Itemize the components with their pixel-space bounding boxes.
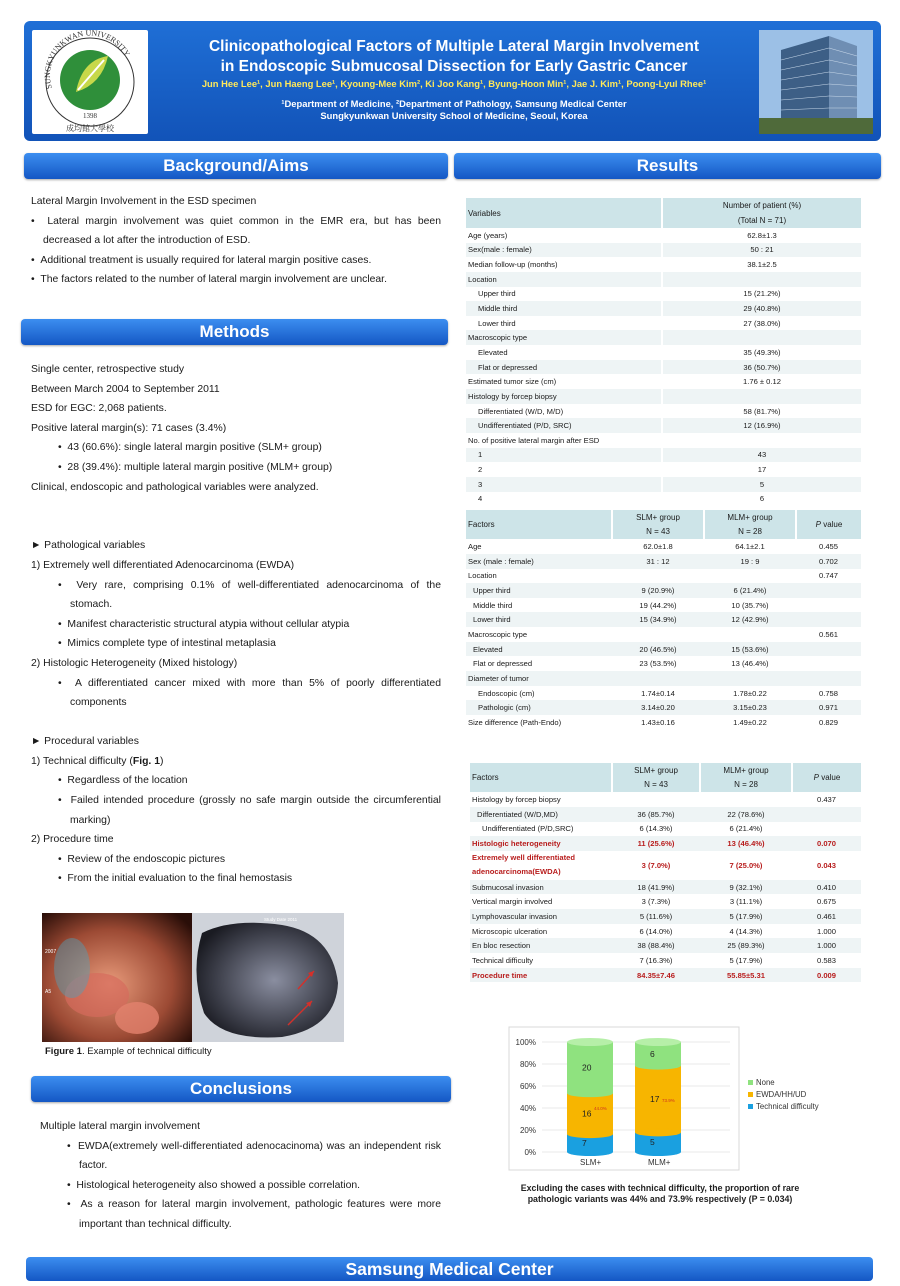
background-text: [31, 192, 441, 290]
table2-row-slm: 19 (44.2%): [639, 600, 677, 610]
table3-row-p: 0.583: [816, 955, 836, 965]
chart-frame: [509, 1027, 739, 1170]
chart-category-label: SLM+: [580, 1158, 602, 1167]
table2-header-mlm: MLM+ group: [704, 510, 796, 525]
logo-text: SUNGKYUNKWAN UNIVERSITY: [42, 30, 132, 90]
slm-mlm-pathology-table: [470, 763, 861, 982]
table2-header-slm-n: N = 43: [612, 525, 704, 540]
table1-row-value: [662, 433, 861, 448]
university-logo: [32, 30, 148, 134]
table2-row-slm: 9 (20.9%): [612, 583, 704, 598]
table1-row-label: 2: [466, 462, 662, 477]
conclusions-bullet-1: • EWDA(extremely well-differentiated adenocacinoma) was an independent risk factor.: [67, 1140, 441, 1172]
chart-legend-swatch: [748, 1092, 753, 1097]
table1-row: [466, 330, 861, 345]
table1-row-label: Undifferentiated (P/D, SRC): [466, 418, 662, 433]
table2-header-row: [466, 510, 861, 525]
methods-sub-1: • 43 (60.6%): single lateral margin positive (SLM+ group): [58, 442, 322, 454]
table3-row: [470, 836, 861, 851]
methods-text: [31, 360, 441, 889]
table3-row-mlm: 7 (25.0%): [729, 860, 763, 870]
chart-data-label: 20: [582, 1062, 592, 1073]
table1-row-label: 3: [466, 477, 662, 492]
procedure-time-bullet-1: • Review of the endoscopic pictures: [58, 853, 226, 865]
ewda-bullet-3: • Mimics complete type of intestinal metaplasia: [58, 638, 276, 650]
table1-row: [466, 228, 861, 243]
table1-header-total: (Total N = 71): [737, 216, 787, 225]
table2-row: [466, 700, 861, 715]
table1-row-value: 17: [757, 465, 767, 475]
figure-1-caption: Figure 1. Example of technical difficulty: [45, 1046, 212, 1057]
table3-row: [470, 909, 861, 924]
table2-row-slm: [612, 671, 704, 686]
table1-row-value: 43: [662, 448, 861, 463]
technical-difficulty-heading: 1) Technical difficulty (Fig. 1): [31, 755, 164, 767]
table1-row-value: 27 (38.0%): [743, 318, 781, 328]
background-bullet-3: • The factors related to the number of lateral margin involvement are unclear.: [31, 274, 387, 286]
authors: Jun Hee Lee¹, Jun Haeng Lee¹, Kyoung-Mee Kim², Ki Joo Kang¹, Byung-Hoon Min¹, Jae J. Kim¹, Poong-Lyul Rhee¹: [201, 78, 707, 89]
table1-row-value: 5: [662, 477, 861, 492]
chart-bar-segment-base: [635, 1062, 681, 1070]
table3-header-p: P value: [792, 763, 861, 792]
technical-bullet-2: • Failed intended procedure (grossly no safe margin outside the circumferential marking): [58, 795, 441, 826]
table1-row: [466, 389, 861, 404]
table1-row: [466, 243, 861, 258]
table1-row-value: 38.1±2.5: [747, 260, 777, 270]
table3-row-label: En bloc resection: [470, 938, 612, 953]
table1-row-label: Histology by forcep biopsy: [466, 389, 662, 404]
pathological-variables-heading: ► Pathological variables: [31, 540, 146, 552]
table3-header-slm: SLM+ group: [612, 763, 700, 778]
chart-bar-top: [635, 1038, 681, 1046]
table2-row-mlm: 13 (46.4%): [731, 659, 769, 669]
figure-overlay-year: 2007: [45, 949, 57, 955]
table2-row-label: Upper third: [466, 583, 612, 598]
table2-row-slm: 15 (34.9%): [612, 612, 704, 627]
chart-data-label: 7: [582, 1138, 587, 1149]
chart-legend-swatch: [748, 1104, 753, 1109]
chart-data-label: 17: [650, 1093, 660, 1104]
table3-row-slm: 11 (25.6%): [612, 836, 700, 851]
table2-row-p: 0.702: [796, 554, 861, 569]
chart-bar-segment-base: [567, 1148, 613, 1156]
svg-text:成均館大學校: 成均館大學校: [66, 124, 114, 133]
table2-row-slm: 20 (46.5%): [612, 642, 704, 657]
table2-row: [466, 583, 861, 598]
chart-data-label: 16: [582, 1108, 592, 1119]
background-bullet-1: • Lateral margin involvement was quiet common in the EMR era, but has been decreased a lot after the introduction of ESD.: [31, 215, 441, 247]
table2-row-slm: 3.14±0.20: [612, 700, 704, 715]
table3-row-label: Histologic heterogeneity: [470, 836, 612, 851]
affiliation-line1: ¹Department of Medicine, ²Department of Pathology, Samsung Medical Center: [281, 98, 627, 109]
table3-header-factors: Factors: [472, 773, 499, 783]
table3-row: [470, 851, 861, 880]
table2-row-p: 0.747: [818, 571, 838, 581]
table3-row-mlm: 55.85±5.31: [700, 968, 792, 983]
table1-row-label: Flat or depressed: [466, 360, 662, 375]
table2-row-label: Lower third: [466, 612, 612, 627]
table2-row-label: Diameter of tumor: [466, 671, 612, 686]
table3-row-mlm: 4 (14.3%): [729, 926, 763, 936]
table3-row: [470, 807, 861, 822]
footer-institution: Samsung Medical Center: [26, 1257, 873, 1281]
title-block: [164, 37, 744, 122]
table3-row-label: Extremely well differentiated adenocarcinoma(EWDA): [472, 853, 575, 877]
figure-overlay-label: A5: [45, 989, 52, 995]
table2-row-mlm: [704, 627, 796, 642]
table1-row: [466, 287, 861, 302]
table1-row-value: 12 (16.9%): [662, 418, 861, 433]
table3-row: [470, 894, 861, 909]
table1-row-label: Macroscopic type: [466, 330, 662, 345]
table2-row-p: [796, 583, 861, 598]
table1-row: [466, 492, 861, 507]
table2-row-mlm: 12 (42.9%): [704, 612, 796, 627]
conclusions-intro: Multiple lateral margin involvement: [40, 1121, 200, 1132]
table3-row-p: 0.009: [792, 968, 861, 983]
chart-bar-segment-base: [567, 1130, 613, 1138]
table1-row: [466, 272, 861, 287]
procedural-variables-heading: ► Procedural variables: [31, 736, 139, 748]
table2-row-mlm: 1.78±0.22: [733, 688, 767, 698]
table2-row: [466, 612, 861, 627]
table2-row-p: 0.758: [818, 688, 838, 698]
slm-mlm-clinical-table: [466, 510, 861, 730]
table1-row: [466, 360, 861, 375]
table1-row: [466, 374, 861, 389]
table1-row-value: 1.76 ± 0.12: [743, 377, 781, 387]
methods-line-3: ESD for EGC: 2,068 patients.: [31, 403, 167, 415]
chart-ytick-label: 40%: [519, 1104, 536, 1113]
table2-header-mlm-n: N = 28: [704, 525, 796, 540]
chart-ytick-label: 0%: [524, 1148, 536, 1157]
table3-row: [470, 822, 861, 837]
table3-row-p: 0.437: [816, 795, 836, 805]
chart-ytick-label: 100%: [515, 1038, 536, 1047]
table3-row-label: Vertical margin involved: [472, 897, 553, 907]
table2-row-p: [796, 612, 861, 627]
table1-row-label: Middle third: [466, 301, 662, 316]
table3-row-mlm: 22 (78.6%): [700, 807, 792, 822]
table3-row-slm: 18 (41.9%): [612, 880, 700, 895]
table1-row: [466, 433, 861, 448]
table3-row-mlm: 13 (46.4%): [700, 836, 792, 851]
table2-row-slm: 1.74±0.14: [641, 688, 675, 698]
table2-row-mlm: 64.1±2.1: [735, 542, 765, 552]
table3-row-slm: 84.35±7.46: [612, 968, 700, 983]
table3-row-p: 0.043: [816, 860, 836, 870]
methods-line-4: Positive lateral margin(s): 71 cases (3.4%): [31, 422, 227, 434]
conclusions-bullet-3: • As a reason for lateral margin involvement, pathologic features were more important than technical difficulty.: [67, 1199, 441, 1230]
table2-row: [466, 715, 861, 730]
background-bullet-2: • Additional treatment is usually required for lateral margin positive cases.: [31, 254, 372, 266]
chart-annotation: 44.0%: [594, 1106, 607, 1111]
table2-row-p: [796, 642, 861, 657]
conclusions-bullet-2: • Histological heterogeneity also showed a possible correlation.: [67, 1179, 361, 1191]
methods-heading: Methods: [21, 319, 448, 345]
methods-line-5: Clinical, endoscopic and pathological variables were analyzed.: [31, 481, 319, 493]
table3-row-slm: [612, 792, 700, 807]
table2-row-label: Location: [468, 571, 497, 581]
table2-row-p: 0.829: [818, 717, 838, 727]
table3-row: [470, 924, 861, 939]
table2-row-mlm: [704, 671, 796, 686]
table1-row-label: 4: [466, 492, 662, 507]
table3-row-slm: 36 (85.7%): [612, 807, 700, 822]
table2-row-mlm: 15 (53.6%): [704, 642, 796, 657]
table3-row-label: Histology by forcep biopsy: [472, 795, 561, 805]
table1-row: [466, 404, 861, 419]
table3-row-p: [792, 807, 861, 822]
chart-legend-label: None: [756, 1078, 775, 1087]
chart-data-label: 6: [650, 1048, 655, 1059]
table2-row-mlm: [704, 569, 796, 584]
table1-row: [466, 448, 861, 463]
table3-row: [470, 938, 861, 953]
heterogeneity-heading: 2) Histologic Heterogeneity (Mixed histology): [31, 657, 238, 669]
table1-row: [466, 418, 861, 433]
chart-bar-segment-base: [567, 1089, 613, 1097]
affiliation-line2: Sungkyunkwan University School of Medicine, Seoul, Korea: [320, 110, 588, 121]
chart-legend-swatch: [748, 1080, 753, 1085]
table1-row-label: Location: [466, 272, 662, 287]
table2-row: [466, 627, 861, 642]
table1-row-value: 6: [759, 494, 765, 504]
table2-row-label: Pathologic (cm): [466, 700, 612, 715]
table2-row: [466, 598, 861, 613]
table2-row-mlm: 3.15±0.23: [704, 700, 796, 715]
table3-header-slm-n: N = 43: [612, 778, 700, 793]
table1-row-value: [662, 330, 861, 345]
table3-row-p: 1.000: [816, 926, 836, 936]
conclusions-text: [40, 1117, 441, 1235]
results-heading: Results: [454, 153, 881, 179]
poster-header: [24, 21, 881, 141]
figure-overlay-date: Study Date 2011: [264, 917, 298, 922]
table1-row: [466, 345, 861, 360]
table3-row-p: [792, 822, 861, 837]
table2-row-label: Elevated: [466, 642, 612, 657]
table3-row-label: Microscopic ulceration: [472, 926, 548, 936]
table3-row-p: 0.410: [792, 880, 861, 895]
table2-row-mlm: 19 : 9: [704, 554, 796, 569]
chart-data-label: 5: [650, 1137, 655, 1148]
table1-row-label: Age (years): [466, 228, 662, 243]
technical-bullet-1: • Regardless of the location: [58, 775, 188, 787]
table1-row-label: 1: [466, 448, 662, 463]
figure-1-endoscopic-images: [42, 913, 344, 1042]
chart-bar-segment-base: [635, 1148, 681, 1156]
table3-row-mlm: 5 (17.9%): [700, 909, 792, 924]
table2-row-mlm: 6 (21.4%): [704, 583, 796, 598]
table1-row-label: Median follow-up (months): [466, 257, 662, 272]
table1-row-value: 62.8±1.3: [747, 230, 777, 240]
methods-line-2: Between March 2004 to September 2011: [31, 383, 220, 395]
table1-row-value: 35 (49.3%): [743, 347, 781, 357]
table3-row-slm: 5 (11.6%): [612, 909, 700, 924]
table3-row-mlm: 3 (11.1%): [729, 897, 763, 907]
chart-caption: [505, 1183, 815, 1205]
table3-row-slm: 3 (7.3%): [641, 897, 671, 907]
table2-row-label: Macroscopic type: [468, 629, 528, 639]
table3-row: [470, 880, 861, 895]
chart-caption-line2: pathologic variants was 44% and 73.9% respectively (P = 0.034): [527, 1194, 793, 1204]
table2-row-p: 0.971: [796, 700, 861, 715]
table3-row-p: 1.000: [792, 938, 861, 953]
university-seal-icon: [32, 30, 148, 134]
table1-row: [466, 301, 861, 316]
chart-bar-top: [567, 1038, 613, 1046]
chart-legend-label: EWDA/HH/UD: [756, 1090, 807, 1099]
table3-row-mlm: 25 (89.3%): [700, 938, 792, 953]
table1-row-label: Upper third: [466, 287, 662, 302]
poster-title-line2: in Endoscopic Submucosal Dissection for Early Gastric Cancer: [220, 57, 688, 75]
procedure-time-heading: 2) Procedure time: [31, 834, 114, 846]
chart-ytick-label: 60%: [519, 1082, 536, 1091]
table1-row: [466, 477, 861, 492]
table3-row-slm: 38 (88.4%): [612, 938, 700, 953]
table3-row-label: Differentiated (W/D,MD): [470, 807, 612, 822]
table2-row-slm: 31 : 12: [612, 554, 704, 569]
table1-body: [466, 228, 861, 506]
chart-caption-line1: Excluding the cases with technical difficulty, the proportion of rare: [520, 1183, 800, 1193]
table1-header-row: [466, 198, 861, 213]
table3-row-p: 0.461: [792, 909, 861, 924]
table3-row-label: Lymphovascular invasion: [470, 909, 612, 924]
table2-row-slm: [612, 569, 704, 584]
table3-row: [470, 953, 861, 968]
table3-header-mlm-n: N = 28: [700, 778, 792, 793]
chart-bar-segment-base: [635, 1128, 681, 1136]
table2-row-mlm: 1.49±0.22: [733, 717, 767, 727]
table2-row-p: [796, 656, 861, 671]
table2-row-slm: 1.43±0.16: [641, 717, 675, 727]
table1-row-label: Estimated tumor size (cm): [466, 374, 662, 389]
table2-body: [466, 539, 861, 729]
table3-header-row: [470, 763, 861, 778]
table2-row-p: 0.561: [818, 629, 838, 639]
table2-row-label: Endoscopic (cm): [478, 688, 535, 698]
table3-row: [470, 792, 861, 807]
table2-row-label: Flat or depressed: [473, 659, 533, 669]
proportion-stacked-bar-chart: [508, 1026, 838, 1172]
table1-row-value: 29 (40.8%): [662, 301, 861, 316]
ewda-bullet-2: • Manifest characteristic structural atypia without cellular atypia: [58, 618, 350, 630]
table1-row: [466, 316, 861, 331]
table2-row-label: Age: [468, 542, 482, 552]
table3-row-mlm: 9 (32.1%): [700, 880, 792, 895]
table2-row: [466, 539, 861, 554]
table2-row-label: Size difference (Path-Endo): [468, 717, 562, 727]
table2-header-factors: Factors: [468, 520, 495, 530]
table2-row-label: Middle third: [473, 600, 513, 610]
background-aims-heading: Background/Aims: [24, 153, 448, 179]
logo-year: 1398: [83, 112, 97, 120]
table3-row-label: Submucosal invasion: [470, 880, 612, 895]
table2-header-p: P value: [796, 510, 861, 539]
table3-row-p: 0.675: [816, 897, 836, 907]
table2-row-slm: 23 (53.5%): [639, 659, 677, 669]
table1-row-value: 15 (21.2%): [743, 289, 781, 299]
table3-body: [470, 792, 861, 982]
table3-row-slm: 6 (14.3%): [639, 824, 673, 834]
table2-row: [466, 569, 861, 584]
table2-row-label: Sex (male : female): [466, 554, 612, 569]
table2-row: [466, 642, 861, 657]
table3-row-label: Undifferentiated (P/D,SRC): [482, 824, 574, 834]
procedure-time-bullet-2: • From the initial evaluation to the final hemostasis: [58, 873, 293, 885]
table3-row-mlm: [700, 792, 792, 807]
table1-row-label: Differentiated (W/D, M/D): [466, 404, 662, 419]
table1-row-value: 36 (50.7%): [662, 360, 861, 375]
table3-row-p: 0.070: [792, 836, 861, 851]
table2-row: [466, 686, 861, 701]
table1-row-value: 58 (81.7%): [743, 406, 781, 416]
table3-row-mlm: 5 (17.9%): [729, 955, 763, 965]
conclusions-heading: Conclusions: [31, 1076, 451, 1102]
table1-row: [466, 462, 861, 477]
heterogeneity-bullet-1: • A differentiated cancer mixed with more than 5% of poorly differentiated components: [58, 677, 441, 709]
chart-annotation: 73.9%: [662, 1098, 675, 1103]
table1-header-variables: Variables: [466, 198, 662, 228]
methods-sub-2: • 28 (39.4%): multiple lateral margin positive (MLM+ group): [58, 461, 333, 473]
ewda-heading: 1) Extremely well differentiated Adenocarcinoma (EWDA): [31, 559, 295, 571]
table2-row-p: [796, 598, 861, 613]
table1-row-label: No. of positive lateral margin after ESD: [466, 433, 662, 448]
table2-row-slm: [612, 627, 704, 642]
table2-row: [466, 554, 861, 569]
hospital-building-photo: [759, 30, 873, 134]
table3-header-mlm: MLM+ group: [700, 763, 792, 778]
table1-row-value: 50 : 21: [662, 243, 861, 258]
table2-row: [466, 656, 861, 671]
table1-row-label: Elevated: [466, 345, 662, 360]
chart-category-label: MLM+: [648, 1158, 671, 1167]
methods-line-1: Single center, retrospective study: [31, 364, 185, 375]
table2-row: [466, 671, 861, 686]
table2-row-p: [796, 671, 861, 686]
table3-row-slm: 6 (14.0%): [639, 926, 673, 936]
table1-row-label: Lower third: [466, 316, 662, 331]
table1-row-value: [662, 272, 861, 287]
table2-row-slm: 62.0±1.8: [643, 542, 673, 552]
chart-ytick-label: 20%: [519, 1126, 536, 1135]
chart-ytick-label: 80%: [519, 1060, 536, 1069]
table3-row-label: Procedure time: [470, 968, 612, 983]
table2-row-p: 0.455: [818, 542, 838, 552]
table1-header-number: Number of patient (%): [722, 201, 802, 210]
table3-row-slm: 3 (7.0%): [641, 860, 671, 870]
table2-row-mlm: 10 (35.7%): [731, 600, 769, 610]
table3-row-mlm: 6 (21.4%): [729, 824, 763, 834]
table1-row-value: [662, 389, 861, 404]
poster-title-line1: Clinicopathological Factors of Multiple Lateral Margin Involvement: [208, 38, 700, 55]
table3-row-slm: 7 (16.3%): [639, 955, 673, 965]
table1-row-label: Sex(male : female): [466, 243, 662, 258]
table1-row: [466, 257, 861, 272]
ewda-bullet-1: • Very rare, comprising 0.1% of well-differentiated adenocarcinoma of the stomach.: [58, 579, 441, 611]
table3-row: [470, 968, 861, 983]
background-intro: Lateral Margin Involvement in the ESD specimen: [31, 196, 257, 207]
table2-header-slm: SLM+ group: [612, 510, 704, 525]
patient-characteristics-table: [466, 198, 861, 506]
table3-row-label: Technical difficulty: [472, 955, 534, 965]
chart-legend-label: Technical difficulty: [756, 1102, 819, 1111]
